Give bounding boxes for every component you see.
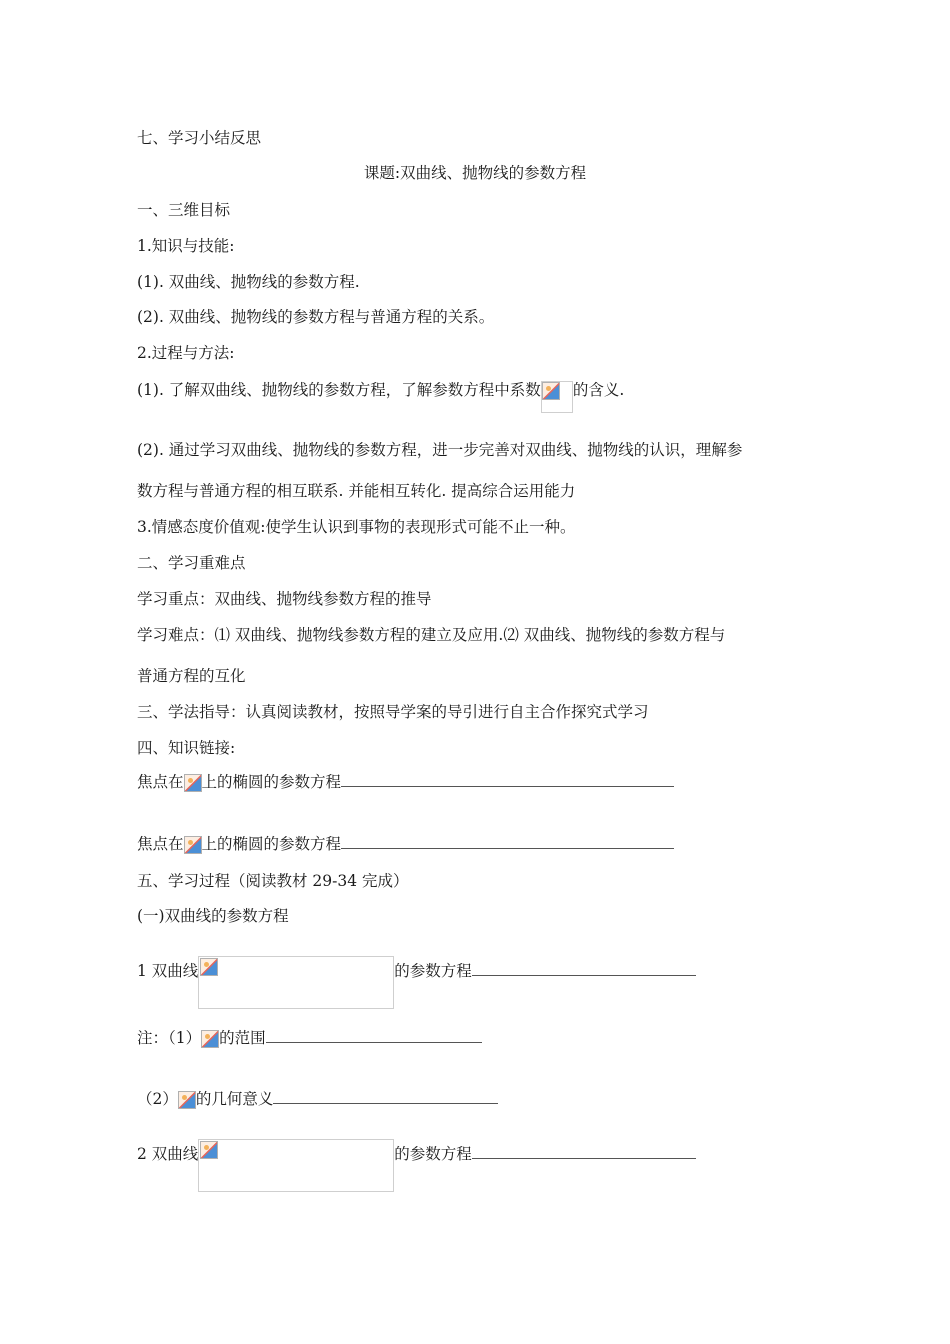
objective-item: (2). 双曲线、抛物线的参数方程与普通方程的关系。 [137,308,495,326]
knowledge-skills-heading: 1.知识与技能: [137,237,235,255]
text-segment: 1 双曲线 [137,962,199,980]
image-placeholder-icon [184,836,202,854]
section-process-heading: 五、学习过程（阅读教材 29-34 完成） [137,872,409,890]
text-segment: 上的椭圆的参数方程 [201,835,342,853]
section-objectives-heading: 一、三维目标 [137,201,231,219]
text-segment: 2 双曲线 [137,1145,199,1163]
note-meaning-line [137,1087,498,1109]
difficult-point-line: 学习难点：⑴ 双曲线、抛物线参数方程的建立及应用.⑵ 双曲线、抛物线的参数方程与 [137,626,726,644]
ellipse-fill-in-line [137,770,674,792]
key-point-line: 学习重点：双曲线、抛物线参数方程的推导 [137,590,432,608]
answer-blank[interactable] [472,959,696,976]
formula-image [201,1030,219,1048]
note-range-line [137,1026,482,1048]
section-method-guide: 三、学法指导：认真阅读教材，按照导学案的导引进行自主合作探究式学习 [137,703,649,721]
text-segment: （2） [137,1090,178,1108]
objective-item-continued: 数方程与普通方程的相互联系. 并能相互转化. 提高综合运用能力 [137,482,576,500]
text-segment: 的参数方程 [394,1145,472,1163]
text-segment: 焦点在 [137,773,184,791]
answer-blank[interactable] [341,770,674,787]
ellipse-fill-in-line [137,832,674,854]
hyperbola-fill-in-line [137,1139,696,1192]
image-placeholder-icon [184,774,202,792]
formula-image [198,956,394,1009]
section-key-difficult-heading: 二、学习重难点 [137,554,246,572]
section-summary-heading: 七、学习小结反思 [137,129,262,147]
objective-item: (2). 通过学习双曲线、抛物线的参数方程，进一步完善对双曲线、抛物线的认识，理解参 [137,441,743,459]
objective-item: (1). 双曲线、抛物线的参数方程. [137,273,360,291]
text-segment: 的范围 [219,1029,266,1047]
text-segment: 的含义. [572,381,625,399]
formula-image [198,1139,394,1192]
answer-blank[interactable] [472,1142,696,1159]
text-segment: 焦点在 [137,835,184,853]
formula-image [541,381,573,413]
process-method-heading: 2.过程与方法: [137,344,235,362]
text-segment: 注：（1） [137,1029,202,1047]
image-placeholder-icon [200,958,218,976]
subsection-hyperbola-heading: (一)双曲线的参数方程 [137,907,289,925]
answer-blank[interactable] [273,1087,498,1104]
image-placeholder-icon [178,1091,196,1109]
text-segment: 的参数方程 [394,962,472,980]
answer-blank[interactable] [341,832,674,849]
section-knowledge-link-heading: 四、知识链接: [137,739,236,757]
image-placeholder-icon [542,382,560,400]
difficult-point-continued: 普通方程的互化 [137,667,246,685]
formula-image [184,774,202,792]
answer-blank[interactable] [266,1026,482,1043]
attitude-values-line: 3.情感态度价值观:使学生认识到事物的表现形式可能不止一种。 [137,518,576,536]
lesson-title: 课题:双曲线、抛物线的参数方程 [363,164,587,182]
image-placeholder-icon [200,1141,218,1159]
hyperbola-fill-in-line [137,956,696,1009]
text-segment: (1). 了解双曲线、抛物线的参数方程，了解参数方程中系数 [137,381,541,399]
formula-image [184,836,202,854]
formula-image [178,1091,196,1109]
text-segment: 的几何意义 [195,1090,274,1108]
image-placeholder-icon [201,1030,219,1048]
text-segment: 上的椭圆的参数方程 [201,773,342,791]
objective-item [137,380,624,413]
